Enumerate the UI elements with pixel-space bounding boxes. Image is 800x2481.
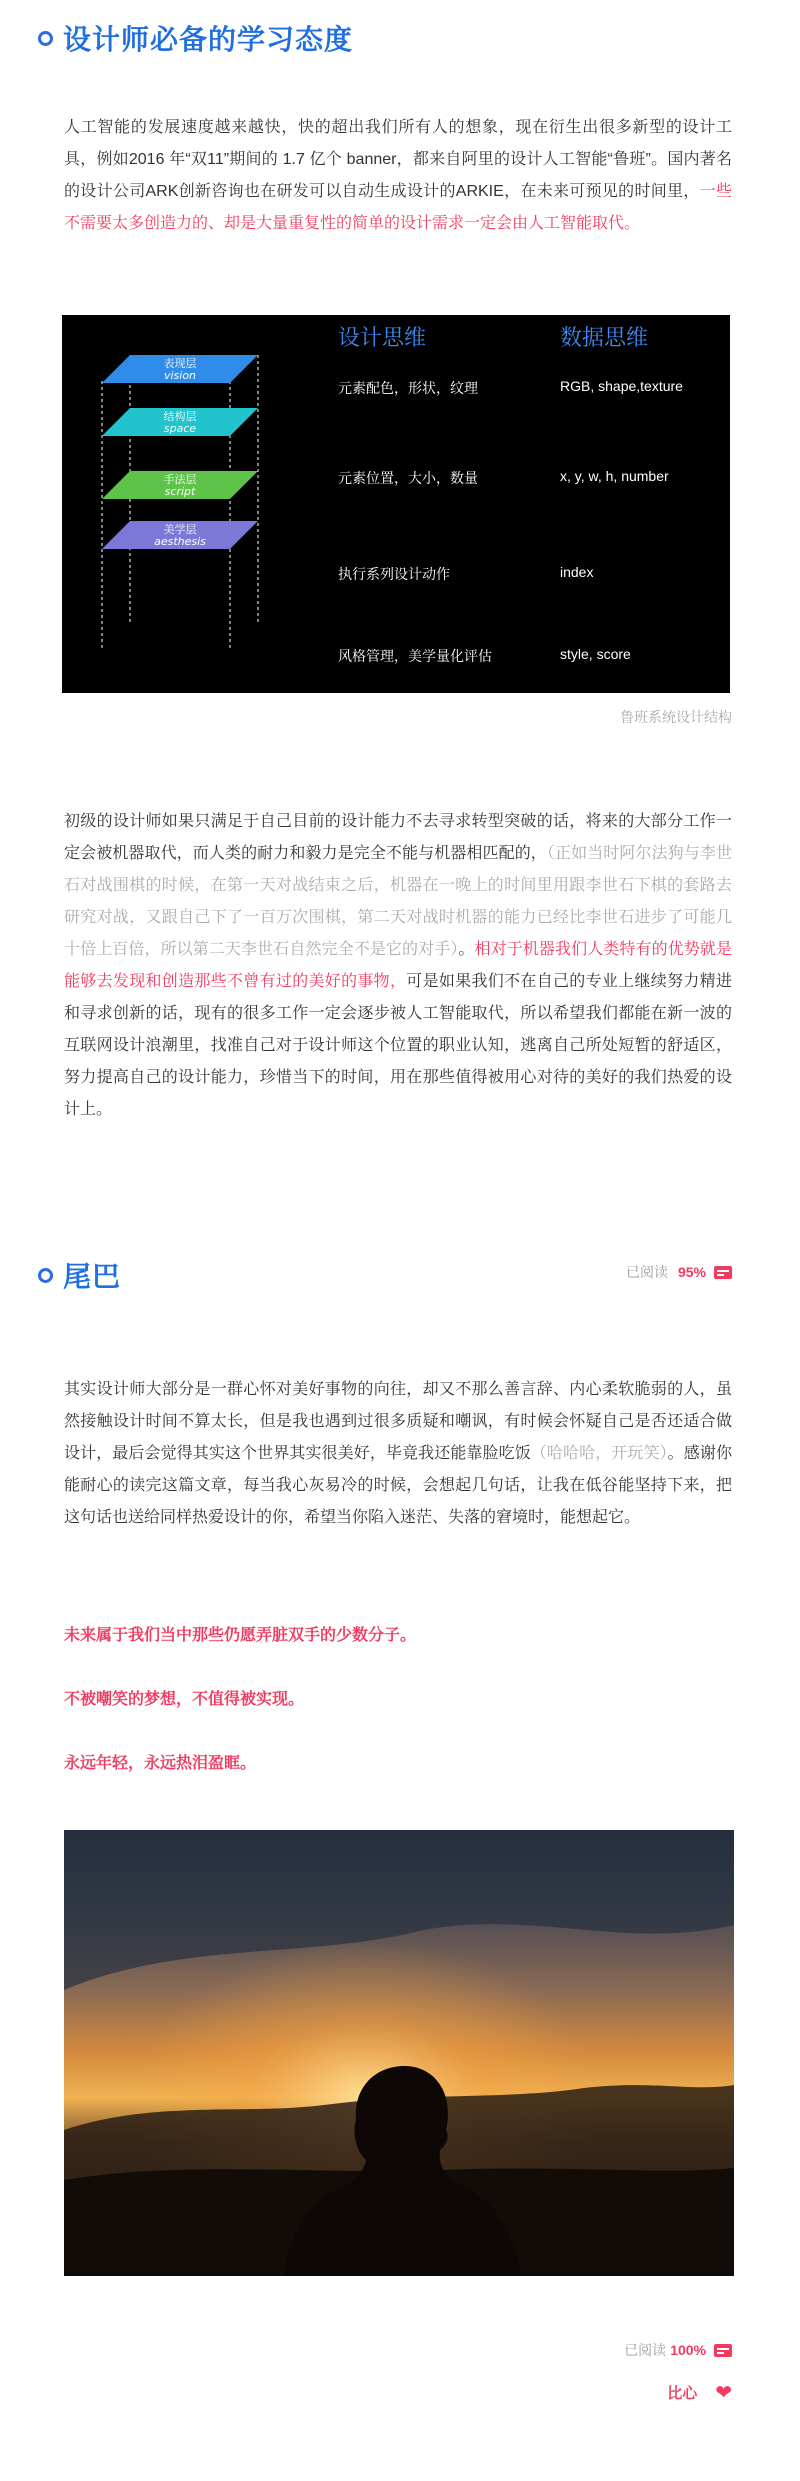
data-cell: index	[560, 564, 594, 580]
luban-structure-diagram	[62, 315, 730, 693]
section-heading-tail	[38, 1255, 121, 1295]
circle-bullet-icon	[38, 1268, 53, 1283]
paragraph-intro: 人工智能的发展速度越来越快，快的超出我们所有人的想象，现在衍生出很多新型的设计工具，例如2016 年“双11”期间的 1.7 亿个 banner，都来自阿里的设计人工智能“鲁班”。国内著名的设计公司ARK创新咨询也在研发可以自动生成设计的ARKIE，在未来可预见的时间里，一些不需要太多创造力的、却是大量重复性的简单的设计需求一定会由人工智能取代。	[64, 119, 732, 232]
read-label: 已阅读	[625, 1264, 668, 1280]
highlight-text: 一些不需要太多创造力的、却是大量重复性的简单的设计需求一定会由人工智能取代。	[64, 183, 732, 232]
design-cell: 元素位置，大小，数量	[338, 470, 478, 486]
layer-name: 手法层	[163, 473, 197, 486]
data-cell: style, score	[560, 646, 631, 662]
reading-card-icon	[714, 1266, 732, 1279]
read-progress	[626, 1262, 732, 1282]
quote-line: 不被嘲笑的梦想，不值得被实现。	[64, 1691, 305, 1708]
highlight-text: 相对于机器我们人类特有的优势就是能够去发现和创造那些不曾有过的美好的事物，	[64, 941, 732, 990]
layer-name: 表现层	[163, 357, 197, 370]
quote-line: 永远年轻，永远热泪盈眶。	[64, 1755, 257, 1772]
layer-name-en: space	[163, 422, 197, 435]
like-label: 比心	[667, 2385, 698, 2402]
read-progress-final	[624, 2340, 732, 2360]
diagram-layer	[102, 471, 258, 499]
layer-name-en: vision	[163, 369, 197, 382]
column-title-design: 设计思维	[338, 325, 427, 350]
design-cell: 风格管理，美学量化评估	[338, 648, 492, 664]
paragraph-ai-compare: 初级的设计师如果只满足于自己目前的设计能力不去寻求转型突破的话，将来的大部分工作一定会被机器取代，而人类的耐力和毅力是完全不能与机器相匹配的，（正如当时阿尔法狗与李世石对战围棋的时候，在第一天对战结束之后，机器在一晚上的时间里用跟李世石下棋的套路去研究对战，又跟自己下了一百万次围棋，第二天对战时机器的能力已经比李世石进步了可能几十倍上百倍，所以第二天李世石自然完全不是它的对手）。相对于机器我们人类特有的优势就是能够去发现和创造那些不曾有过的美好的事物，可是如果我们不在自己的专业上继续努力精进和寻求创新的话，现有的很多工作一定会逐步被人工智能取代，所以希望我们都能在新一波的互联网设计浪潮里，找准自己对于设计师这个位置的职业认知，逃离自己所处短暂的舒适区，努力提高自己的设计能力，珍惜当下的时间，用在那些值得被用心对待的美好的我们热爱的设计上。	[64, 813, 732, 1118]
layer-name: 结构层	[163, 410, 197, 423]
muted-aside: （正如当时阿尔法狗与李世石对战围棋的时候，在第一天对战结束之后，机器在一晚上的时间里用跟李世石下棋的套路去研究对战，又跟自己下了一百万次围棋，第二天对战时机器的能力已经比李世石进步了可能几十倍上百倍，所以第二天李世石自然完全不是它的对手）	[64, 845, 732, 958]
section-title: 设计师必备的学习态度	[63, 24, 354, 55]
read-percent: 95%	[677, 1264, 706, 1280]
heart-icon: ❤	[715, 2382, 732, 2404]
paragraph-tail: 其实设计师大部分是一群心怀对美好事物的向往，却又不那么善言辞、内心柔软脆弱的人，虽然接触设计时间不算太长，但是我也遇到过很多质疑和嘲讽，有时候会怀疑自己是否还适合做设计，最后会觉得其实这个世界其实很美好，毕竟我还能靠脸吃饭（哈哈哈，开玩笑）。感谢你能耐心的读完这篇文章，每当我心灰易冷的时候，会想起几句话，让我在低谷能坚持下来，把这句话也送给同样热爱设计的你，希望当你陷入迷茫、失落的窘境时，能想起它。	[64, 1381, 732, 1526]
layer-shapes	[102, 355, 258, 549]
read-percent: 100%	[670, 2342, 706, 2358]
muted-aside: （哈哈哈，开玩笑）	[530, 1445, 668, 1462]
diagram-layer	[102, 355, 258, 383]
circle-bullet-icon	[38, 31, 53, 46]
diagram-layer	[102, 408, 258, 436]
sunset-silhouette-photo	[64, 1830, 734, 2276]
figure-caption: 鲁班系统设计结构	[620, 709, 732, 725]
read-label: 已阅读	[624, 2342, 667, 2358]
diagram-layer	[102, 521, 258, 549]
layer-name-en: aesthesis	[154, 535, 206, 548]
reading-card-icon	[714, 2344, 732, 2357]
section-title: 尾巴	[63, 1261, 122, 1292]
data-cell: x, y, w, h, number	[560, 468, 669, 484]
layer-name-en: script	[164, 485, 196, 498]
photo-illustration	[64, 1830, 734, 2276]
column-title-data: 数据思维	[560, 325, 649, 350]
diagram-graphic	[62, 315, 730, 693]
layer-name: 美学层	[163, 523, 197, 536]
like-button[interactable]	[667, 2380, 732, 2405]
design-cell: 元素配色，形状，纹理	[338, 380, 478, 396]
design-cell: 执行系列设计动作	[338, 566, 450, 582]
quote-line: 未来属于我们当中那些仍愿弄脏双手的少数分子。	[64, 1627, 417, 1644]
section-heading-learning	[38, 18, 353, 58]
data-cell: RGB, shape,texture	[560, 378, 683, 394]
